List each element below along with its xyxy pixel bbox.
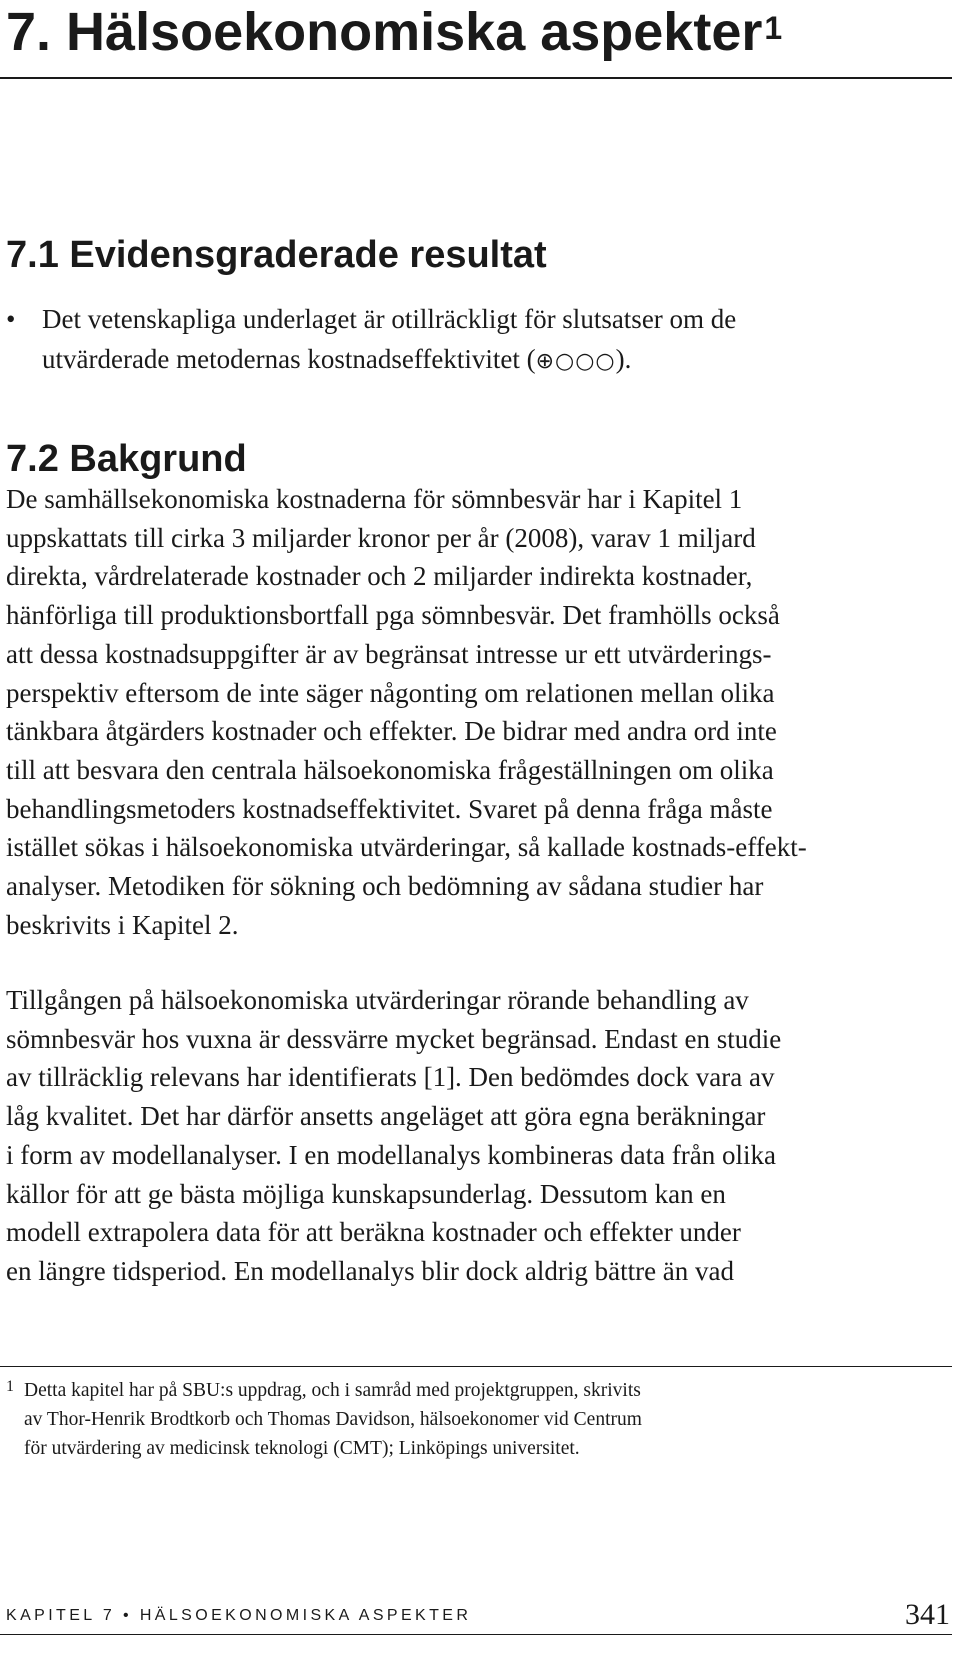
text-line: direkta, vårdrelaterade kostnader och 2 miljarder indirekta kostnader, <box>6 561 753 592</box>
section-heading-7-1: 7.1 Evidensgraderade resultat <box>6 234 547 276</box>
bullet-line: utvärderade metodernas kostnadseffektivitet ( <box>42 344 536 374</box>
text-line: istället sökas i hälsoekonomiska utvärderingar, så kallade kostnads-effekt- <box>6 832 807 863</box>
footnote-line: för utvärdering av medicinsk teknologi (CMT); Linköpings universitet. <box>24 1438 580 1459</box>
text-line: att dessa kostnadsuppgifter är av begränsat intresse ur ett utvärderings- <box>6 638 772 669</box>
results-bullet-list <box>6 299 906 382</box>
body-paragraph <box>6 480 932 944</box>
result-bullet <box>6 299 906 382</box>
text-line: tänkbara åtgärders kostnader och effekter. De bidrar med andra ord inte <box>6 716 777 747</box>
text-line: uppskattats till cirka 3 miljarder kronor per år (2008), varav 1 miljard <box>6 522 756 553</box>
bullet-suffix: ). <box>615 344 632 374</box>
bullet-dot-icon: • <box>6 304 16 334</box>
text-line: till att besvara den centrala hälsoekonomiska frågeställningen om olika <box>6 754 774 785</box>
text-line: De samhällsekonomiska kostnaderna för sömnbesvär har i Kapitel 1 <box>6 484 743 514</box>
footnote-text <box>24 1376 906 1463</box>
text-line: perspektiv eftersom de inte säger någonting om relationen mellan olika <box>6 677 775 708</box>
text-line: av tillräcklig relevans har identifierats [1]. Den bedömdes dock vara av <box>6 1062 775 1093</box>
footnote <box>6 1376 906 1463</box>
bullet-line: Det vetenskapliga underlaget är otillräckligt för slutsatser om de <box>42 304 737 334</box>
text-line: låg kvalitet. Det har därför ansetts angeläget att göra egna beräkningar <box>6 1101 766 1132</box>
footnote-line: av Thor-Henrik Brodtkorb och Thomas Davidson, hälsoekonomer vid Centrum <box>24 1409 642 1430</box>
text-line: källor för att ge bästa möjliga kunskapsunderlag. Dessutom kan en <box>6 1178 726 1209</box>
page-title-text: 7. Hälsoekonomiska aspekter <box>6 2 763 62</box>
section-heading-7-2: 7.2 Bakgrund <box>6 438 247 480</box>
footnote-line: Detta kapitel har på SBU:s uppdrag, och i samråd med projektgruppen, skrivits <box>24 1380 641 1401</box>
footnote-rule <box>0 1366 952 1367</box>
text-line: behandlingsmetoders kostnadseffektivitet. Svaret på denna fråga måste <box>6 793 773 824</box>
footnote-marker: 1 <box>6 1378 14 1395</box>
text-line: analyser. Metodiken för sökning och bedömning av sådana studier har <box>6 871 764 902</box>
evidence-grade-icon: ⊕○○○ <box>535 349 616 374</box>
text-line: hänförliga till produktionsbortfall pga sömnbesvär. Det framhölls också <box>6 600 780 631</box>
body-paragraph <box>6 981 932 1291</box>
title-footnote-ref[interactable]: 1 <box>764 10 783 46</box>
text-line: beskrivits i Kapitel 2. <box>6 909 239 940</box>
text-line: i form av modellanalyser. I en modellanalys kombineras data från olika <box>6 1139 777 1170</box>
text-line: sömnbesvär hos vuxna är dessvärre mycket begränsad. Endast en studie <box>6 1023 782 1054</box>
page-number: 341 <box>905 1598 950 1631</box>
text-line: modell extrapolera data för att beräkna kostnader och effekter under <box>6 1217 741 1248</box>
page-title <box>6 0 782 64</box>
footer-rule <box>0 1634 952 1635</box>
title-rule <box>0 77 952 79</box>
text-line: Tillgången på hälsoekonomiska utvärderingar rörande behandling av <box>6 985 749 1015</box>
text-line: en längre tidsperiod. En modellanalys blir dock aldrig bättre än vad <box>6 1255 735 1286</box>
running-footer: KAPITEL 7 • HÄLSOEKONOMISKA ASPEKTER <box>6 1607 472 1624</box>
